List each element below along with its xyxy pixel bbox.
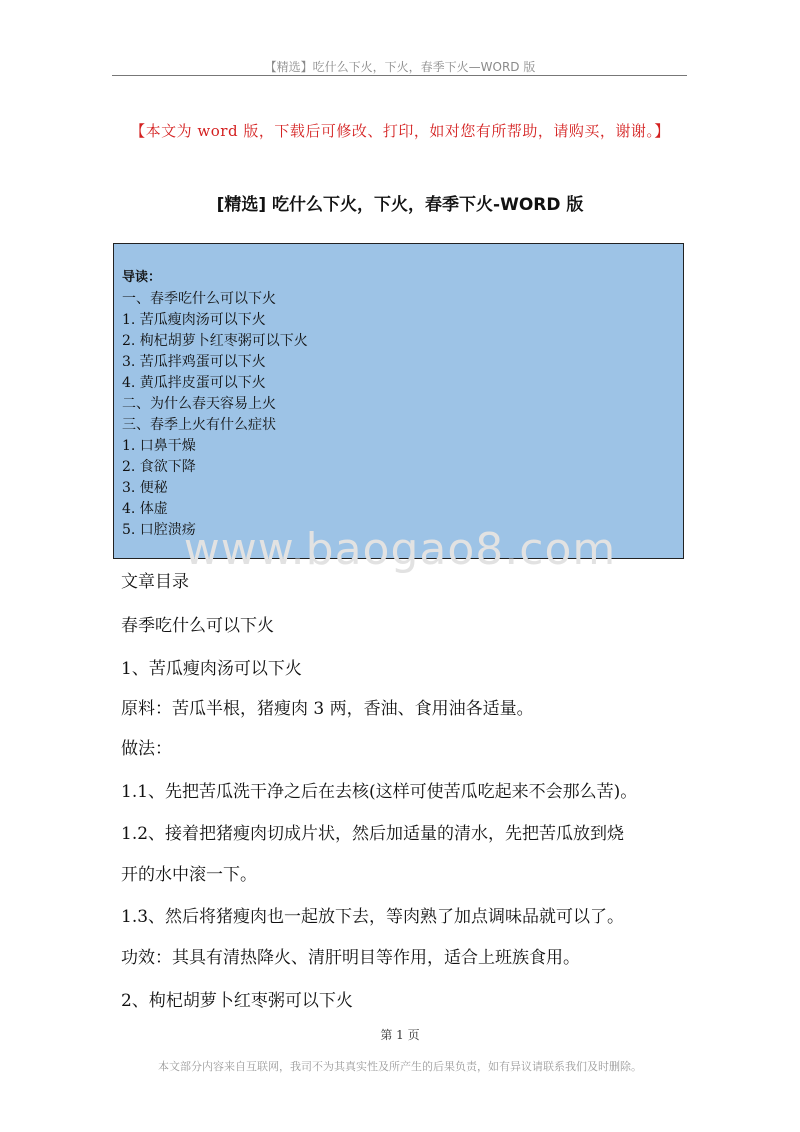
summary-item: 1. 口鼻干燥 <box>122 438 196 454</box>
body-paragraph: 1.1、先把苦瓜洗干净之后在去核(这样可使苦瓜吃起来不会那么苦)。 <box>121 782 638 802</box>
summary-item: 4. 黄瓜拌皮蛋可以下火 <box>122 375 266 391</box>
page-number: 第 1 页 <box>380 1028 420 1042</box>
body-paragraph: 春季吃什么可以下火 <box>121 616 274 636</box>
summary-item: 2. 食欲下降 <box>122 459 196 475</box>
watermark: www.baogao8.com <box>183 524 617 575</box>
body-paragraph: 1.2、接着把猪瘦肉切成片状，然后加适量的清水，先把苦瓜放到烧 <box>121 824 625 844</box>
summary-item: 5. 口腔溃疡 <box>122 522 196 538</box>
body-paragraph: 1、苦瓜瘦肉汤可以下火 <box>121 659 302 679</box>
page-header-title: 【精选】吃什么下火，下火，春季下火—WORD 版 <box>264 60 536 74</box>
summary-item: 三、春季上火有什么症状 <box>122 417 276 433</box>
header-divider <box>112 75 687 76</box>
footer-disclaimer: 本文部分内容来自互联网，我司不为其真实性及所产生的后果负责，如有异议请联系我们及时删除。 <box>158 1060 642 1073</box>
body-paragraph: 文章目录 <box>121 572 189 592</box>
summary-item: 3. 苦瓜拌鸡蛋可以下火 <box>122 354 266 370</box>
download-notice: 【本文为 word 版，下载后可修改、打印，如对您有所帮助，请购买，谢谢。】 <box>130 122 670 140</box>
body-paragraph: 原料：苦瓜半根，猪瘦肉 3 两，香油、食用油各适量。 <box>121 699 534 719</box>
body-paragraph: 功效：其具有清热降火、清肝明目等作用，适合上班族食用。 <box>121 948 580 968</box>
summary-item: 一、春季吃什么可以下火 <box>122 291 276 307</box>
summary-item: 二、为什么春天容易上火 <box>122 396 276 412</box>
summary-box <box>113 243 684 559</box>
summary-item: 4. 体虚 <box>122 501 168 517</box>
body-paragraph: 1.3、然后将猪瘦肉也一起放下去，等肉熟了加点调味品就可以了。 <box>121 907 625 927</box>
body-paragraph: 2、枸杞胡萝卜红枣粥可以下火 <box>121 991 353 1011</box>
document-title: [精选] 吃什么下火，下火，春季下火-WORD 版 <box>216 195 584 215</box>
body-paragraph: 开的水中滚一下。 <box>121 865 257 885</box>
summary-item: 1. 苦瓜瘦肉汤可以下火 <box>122 312 266 328</box>
body-paragraph: 做法： <box>121 739 172 759</box>
summary-title: 导读： <box>122 270 162 285</box>
summary-item: 2. 枸杞胡萝卜红枣粥可以下火 <box>122 333 308 349</box>
summary-item: 3. 便秘 <box>122 480 168 496</box>
